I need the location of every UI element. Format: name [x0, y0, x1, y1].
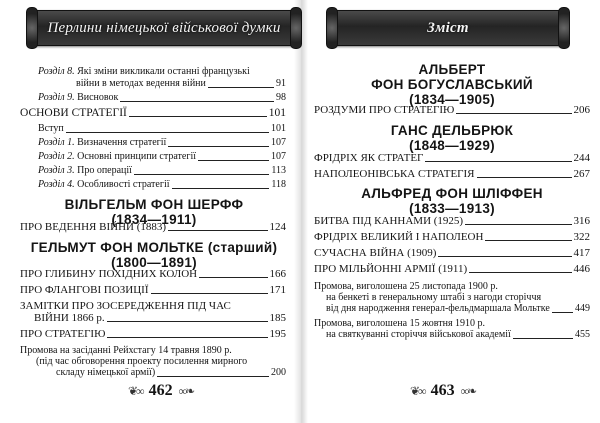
page-number-footer	[410, 382, 475, 400]
toc-page-number: 455	[575, 329, 590, 340]
leader-line	[157, 376, 269, 377]
toc-page-number: 206	[573, 104, 590, 116]
toc-entry	[20, 284, 286, 296]
toc-entry	[314, 215, 590, 227]
toc-entry	[38, 92, 286, 104]
author-heading	[320, 186, 584, 216]
right-page-banner	[334, 10, 562, 46]
toc-page-number: 200	[271, 367, 286, 378]
toc-entry-label: Вступ	[38, 123, 64, 134]
toc-page-number: 322	[573, 231, 590, 243]
toc-entry	[20, 312, 286, 324]
toc-entry	[38, 165, 286, 177]
toc-entry-label: ПРО ГЛИБИНУ ПОХІДНИХ КОЛОН	[20, 268, 198, 280]
toc-entry	[38, 123, 286, 135]
toc-entry-label: на святкуванні сторіччя військової академії	[326, 329, 511, 340]
leader-line	[485, 240, 571, 241]
toc-entry	[20, 367, 286, 379]
toc-page-number: 124	[269, 221, 286, 233]
page-number: 462	[148, 382, 173, 399]
toc-page-number: 195	[269, 328, 286, 340]
toc-entry-label: ФРІДРІХ ЯК СТРАТЕГ	[314, 152, 424, 164]
toc-entry	[314, 168, 590, 180]
toc-page-number: 101	[271, 123, 286, 134]
leader-line	[465, 224, 571, 225]
toc-page-number: 113	[271, 165, 286, 176]
toc-page-number: 244	[573, 152, 590, 164]
author-years: (1834—1911)	[111, 212, 197, 227]
toc-entry-label: ПРО СТРАТЕГІЮ	[20, 328, 106, 340]
toc-entry-label: БИТВА ПІД КАННАМИ (1925)	[314, 215, 464, 227]
toc-page-number: 316	[573, 215, 590, 227]
left-page	[12, 0, 302, 423]
toc-entry	[314, 247, 590, 259]
author-name: ВІЛЬГЕЛЬМ ФОН ШЕРФФ	[64, 197, 244, 212]
toc-entry-label: Визначення стратегії	[77, 137, 167, 148]
leader-line	[107, 337, 267, 338]
toc-page-number: 171	[269, 284, 286, 296]
author-name: АЛЬБЕРТ	[418, 62, 486, 77]
toc-entry-label: Особливості стратегії	[77, 179, 170, 190]
toc-entry	[20, 221, 286, 233]
toc-entry-label: ПРО ВЕДЕННЯ ВІЙНИ (1883)	[20, 221, 167, 233]
author-name: АЛЬФРЕД ФОН ШЛІФФЕН	[361, 186, 543, 201]
toc-entry-label: НАПОЛЕОНІВСЬКА СТРАТЕГІЯ	[314, 168, 475, 180]
leader-line	[129, 116, 267, 117]
chapter-prefix: Розділ 1.	[38, 137, 75, 148]
author-heading	[320, 123, 584, 153]
leader-line	[172, 188, 270, 189]
left-banner-title: Перлини німецької військової думки	[47, 20, 281, 36]
toc-entry	[38, 151, 286, 163]
toc-entry-label: війни в методах ведення війни	[76, 78, 206, 89]
author-years: (1833—1913)	[409, 201, 495, 216]
toc-page-number: 107	[271, 151, 286, 162]
toc-entry	[314, 231, 590, 243]
toc-entry	[20, 328, 286, 340]
toc-entry-label: ПРО ФЛАНГОВІ ПОЗИЦІЇ	[20, 284, 149, 296]
chapter-prefix: Розділ 8.	[38, 66, 75, 77]
toc-page-number: 267	[573, 168, 590, 180]
toc-entry	[314, 303, 590, 315]
toc-page-number: 449	[575, 303, 590, 314]
right-page	[310, 0, 600, 423]
author-name: ГЕЛЬМУТ ФОН МОЛЬТКЕ (старший)	[30, 240, 278, 255]
toc-page-number: 107	[271, 137, 286, 148]
author-heading	[22, 240, 286, 270]
leader-line	[425, 161, 571, 162]
toc-entry-label: від дня народження генерал-фельдмаршала Мольтке	[326, 303, 550, 314]
leader-line	[198, 160, 269, 161]
toc-entry	[38, 179, 286, 191]
toc-entry-label: ОСНОВИ СТРАТЕГІЇ	[20, 107, 127, 119]
toc-entry-label: СУЧАСНА ВІЙНА (1909)	[314, 247, 437, 259]
toc-entry-label: Висновок	[77, 92, 119, 103]
page-number-footer	[128, 382, 193, 400]
leader-line	[168, 146, 269, 147]
toc-entry-label: РОЗДУМИ ПРО СТРАТЕГІЮ	[314, 104, 455, 116]
toc-page-number: 91	[276, 78, 286, 89]
leader-line	[469, 272, 571, 273]
chapter-prefix: Розділ 2.	[38, 151, 75, 162]
ornament-left-icon: ❦∞	[410, 383, 425, 398]
toc-entry	[314, 329, 590, 341]
author-name: ФОН БОГУСЛАВСЬКИЙ	[371, 77, 533, 92]
toc-page-number: 98	[276, 92, 286, 103]
toc-page-number: 101	[268, 107, 286, 119]
chapter-prefix: Розділ 4.	[38, 179, 75, 190]
right-banner-title: Зміст	[427, 20, 469, 36]
toc-entry	[20, 268, 286, 280]
toc-entry	[314, 104, 590, 116]
left-page-banner	[34, 10, 294, 46]
author-years: (1834—1905)	[409, 92, 495, 107]
toc-entry-label: ВІЙНИ 1866 р.	[34, 312, 105, 324]
toc-entry	[314, 152, 590, 164]
toc-entry-label: Промова на засіданні Рейхстагу 14 травня 1890 р.	[20, 345, 232, 356]
toc-entry-label: на бенкеті в генеральному штабі з нагоди сторіччя	[326, 292, 542, 303]
author-years: (1848—1929)	[409, 138, 495, 153]
toc-entry-label: ФРІДРІХ ВЕЛИКИЙ І НАПОЛЕОН	[314, 231, 484, 243]
leader-line	[552, 312, 573, 313]
toc-entry-label: складу німецької армії)	[56, 367, 156, 378]
toc-entry	[38, 78, 286, 90]
toc-entry	[20, 107, 286, 119]
toc-page-number: 446	[573, 263, 590, 275]
toc-entry-label: ПРО МІЛЬЙОННІ АРМІЇ (1911)	[314, 263, 468, 275]
leader-line	[513, 338, 573, 339]
ornament-right-icon: ∞❧	[178, 383, 194, 398]
leader-line	[107, 321, 268, 322]
leader-line	[438, 256, 571, 257]
toc-entry-label: Основні принципи стратегії	[77, 151, 196, 162]
leader-line	[456, 113, 571, 114]
chapter-prefix: Розділ 9.	[38, 92, 75, 103]
leader-line	[477, 177, 572, 178]
toc-entry-line	[38, 66, 250, 78]
toc-entry-label: Промова, виголошена 15 жовтня 1910 р.	[314, 318, 486, 329]
author-name: ГАНС ДЕЛЬБРЮК	[390, 123, 514, 138]
leader-line	[134, 174, 269, 175]
toc-entry	[38, 137, 286, 149]
toc-entry-label: Які зміни викликали останні французькі	[77, 66, 250, 77]
author-years: (1800—1891)	[111, 255, 197, 270]
author-heading	[320, 62, 584, 107]
chapter-prefix: Розділ 3.	[38, 165, 75, 176]
page-number: 463	[430, 382, 455, 399]
toc-page-number: 166	[269, 268, 286, 280]
toc-entry-label: Промова, виголошена 25 листопада 1900 р.	[314, 281, 498, 292]
leader-line	[66, 132, 269, 133]
leader-line	[199, 277, 267, 278]
toc-entry	[314, 263, 590, 275]
toc-entry-label: ЗАМІТКИ ПРО ЗОСЕРЕДЖЕННЯ ПІД ЧАС	[20, 300, 231, 312]
toc-page-number: 417	[573, 247, 590, 259]
toc-entry-label: Про операції	[77, 165, 132, 176]
leader-line	[168, 230, 267, 231]
toc-entry-label: (під час обговорення проекту посилення мирного	[36, 356, 248, 367]
toc-page-number: 185	[269, 312, 286, 324]
toc-page-number: 118	[271, 179, 286, 190]
ornament-left-icon: ❦∞	[128, 383, 143, 398]
leader-line	[151, 293, 268, 294]
leader-line	[208, 87, 274, 88]
ornament-right-icon: ∞❧	[460, 383, 476, 398]
leader-line	[120, 101, 274, 102]
